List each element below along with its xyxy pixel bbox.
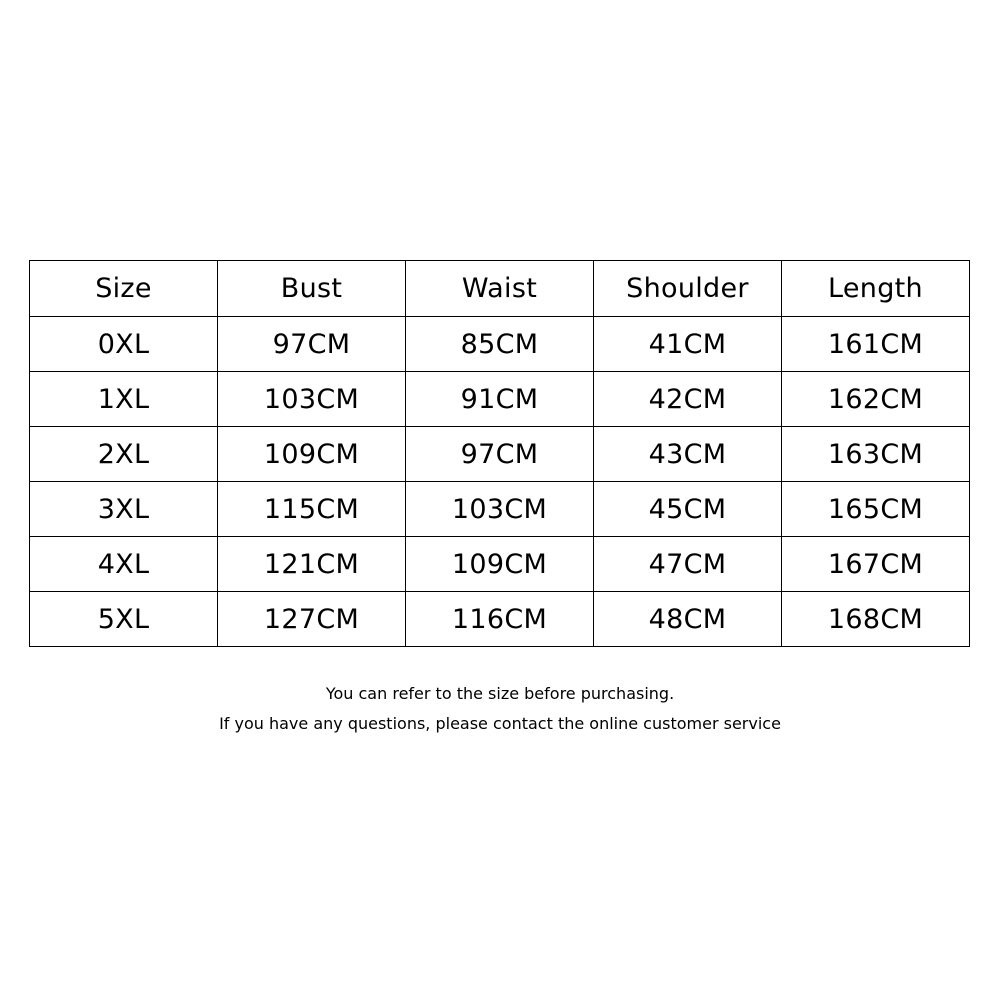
table-header-row bbox=[30, 261, 970, 317]
header-waist: Waist bbox=[406, 261, 594, 317]
cell-bust: 121CM bbox=[218, 537, 406, 592]
cell-size: 0XL bbox=[30, 317, 218, 372]
table-row bbox=[30, 427, 970, 482]
size-notes bbox=[0, 679, 1000, 739]
cell-size: 1XL bbox=[30, 372, 218, 427]
table-row bbox=[30, 372, 970, 427]
cell-shoulder: 48CM bbox=[594, 592, 782, 647]
cell-bust: 115CM bbox=[218, 482, 406, 537]
cell-shoulder: 43CM bbox=[594, 427, 782, 482]
cell-shoulder: 41CM bbox=[594, 317, 782, 372]
cell-length: 168CM bbox=[782, 592, 970, 647]
header-bust: Bust bbox=[218, 261, 406, 317]
cell-waist: 109CM bbox=[406, 537, 594, 592]
cell-length: 163CM bbox=[782, 427, 970, 482]
cell-waist: 91CM bbox=[406, 372, 594, 427]
cell-length: 161CM bbox=[782, 317, 970, 372]
table-row bbox=[30, 482, 970, 537]
cell-shoulder: 45CM bbox=[594, 482, 782, 537]
cell-bust: 97CM bbox=[218, 317, 406, 372]
cell-waist: 97CM bbox=[406, 427, 594, 482]
cell-waist: 103CM bbox=[406, 482, 594, 537]
cell-size: 2XL bbox=[30, 427, 218, 482]
customer-service-note: If you have any questions, please contact the online customer service bbox=[219, 714, 781, 733]
cell-size: 4XL bbox=[30, 537, 218, 592]
table-row bbox=[30, 317, 970, 372]
cell-length: 165CM bbox=[782, 482, 970, 537]
cell-bust: 103CM bbox=[218, 372, 406, 427]
cell-length: 167CM bbox=[782, 537, 970, 592]
cell-waist: 116CM bbox=[406, 592, 594, 647]
table-row bbox=[30, 592, 970, 647]
cell-size: 3XL bbox=[30, 482, 218, 537]
cell-waist: 85CM bbox=[406, 317, 594, 372]
header-size: Size bbox=[30, 261, 218, 317]
size-chart-table bbox=[29, 260, 970, 647]
table-row bbox=[30, 537, 970, 592]
size-reference-note: You can refer to the size before purchasing. bbox=[325, 684, 675, 703]
cell-length: 162CM bbox=[782, 372, 970, 427]
cell-shoulder: 47CM bbox=[594, 537, 782, 592]
header-length: Length bbox=[782, 261, 970, 317]
header-shoulder: Shoulder bbox=[594, 261, 782, 317]
cell-shoulder: 42CM bbox=[594, 372, 782, 427]
cell-bust: 109CM bbox=[218, 427, 406, 482]
cell-size: 5XL bbox=[30, 592, 218, 647]
cell-bust: 127CM bbox=[218, 592, 406, 647]
